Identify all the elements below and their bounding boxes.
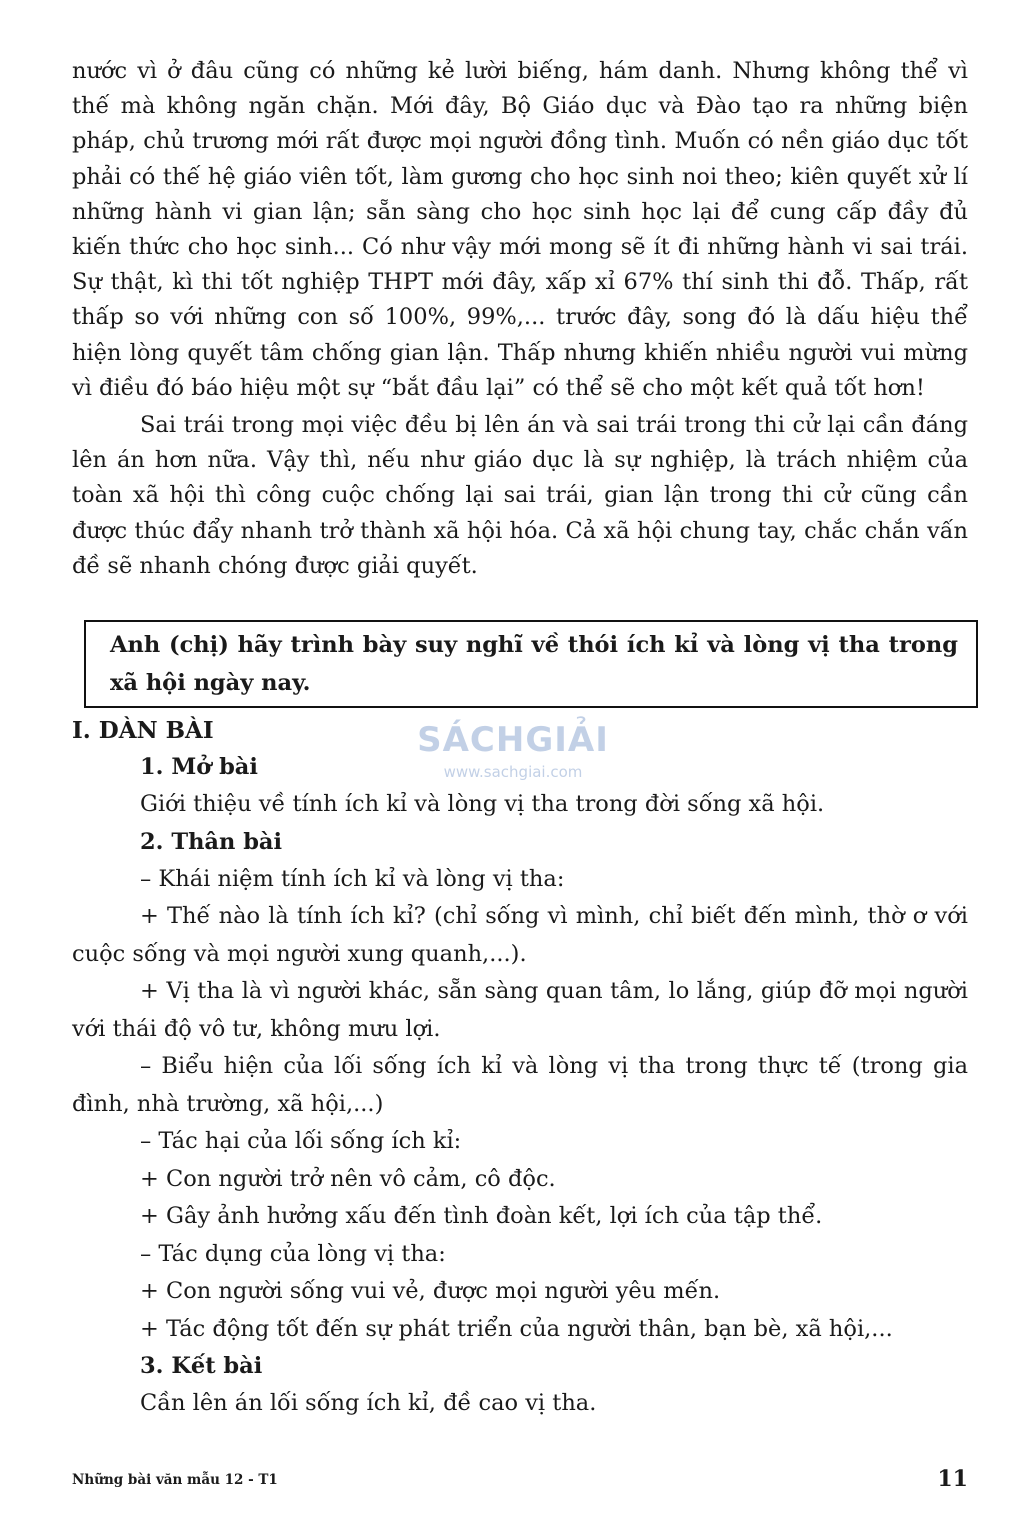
section-1-text: Giới thiệu về tính ích kỉ và lòng vị tha trong đời sống xã hội. bbox=[140, 791, 825, 818]
essay-prompt-box bbox=[84, 620, 978, 708]
outline-item: + Vị tha là vì người khác, sẵn sàng quan tâm, lo lắng, giúp đỡ mọi người với thái độ vô tư, không mưu lợi. bbox=[72, 978, 968, 1042]
book-title: Những bài văn mẫu 12 - T1 bbox=[72, 1472, 278, 1488]
outline-item: – Tác hại của lối sống ích kỉ: bbox=[140, 1128, 462, 1155]
outline-item: – Tác dụng của lòng vị tha: bbox=[140, 1240, 446, 1267]
body-paragraph-2: Sai trái trong mọi việc đều bị lên án và sai trái trong thi cử lại cần đáng lên án hơn nữa. Vậy thì, nếu như giáo dục là sự nghiệp, là trách nhiệm của toàn xã hội thì công cuộc chống lại sai trái, gian lận trong thi cử cũng cần được thúc đẩy nhanh trở thành xã hội hóa. Cả xã hội chung tay, chắc chắn vấn đề sẽ nhanh chóng được giải quyết. bbox=[72, 412, 968, 579]
outline-item: + Con người trở nên vô cảm, cô độc. bbox=[140, 1165, 556, 1192]
outline-item: – Biểu hiện của lối sống ích kỉ và lòng vị tha trong thực tế (trong gia đình, nhà trường, xã hội,...) bbox=[72, 1053, 968, 1117]
page-footer bbox=[72, 1466, 968, 1496]
watermark bbox=[408, 718, 618, 782]
outline-item: + Tác động tốt đến sự phát triển của người thân, bạn bè, xã hội,... bbox=[140, 1315, 893, 1342]
essay-prompt: Anh (chị) hãy trình bày suy nghĩ về thói ích kỉ và lòng vị tha trong xã hội ngày nay. bbox=[110, 632, 958, 697]
section-1-title: 1. Mở bài bbox=[140, 754, 258, 781]
section-3-title: 3. Kết bài bbox=[140, 1353, 263, 1380]
outline-heading: I. DÀN BÀI bbox=[72, 717, 214, 745]
outline-item: + Gây ảnh hưởng xấu đến tình đoàn kết, lợi ích của tập thể. bbox=[140, 1203, 823, 1230]
section-3-text: Cần lên án lối sống ích kỉ, đề cao vị tha. bbox=[140, 1390, 597, 1417]
watermark-url: www.sachgiai.com bbox=[443, 763, 583, 781]
outline-item: – Khái niệm tính ích kỉ và lòng vị tha: bbox=[140, 865, 565, 892]
watermark-logo: SÁCHGIẢI bbox=[417, 720, 609, 760]
body-paragraph-1: nước vì ở đâu cũng có những kẻ lười biếng, hám danh. Nhưng không thể vì thế mà không ngăn chặn. Mới đây, Bộ Giáo dục và Đào tạo ra những biện pháp, chủ trương mới rất được mọi người đồng tình. Muốn có nền giáo dục tốt phải có thế hệ giáo viên tốt, làm gương cho học sinh noi theo; kiên quyết xử lí những hành vi gian lận; sẵn sàng cho học sinh học lại để cung cấp đầy đủ kiến thức cho học sinh... Có như vậy mới mong sẽ ít đi những hành vi sai trái. Sự thật, kì thi tốt nghiệp THPT mới đây, xấp xỉ 67% thí sinh thi đỗ. Thấp, rất thấp so với những con số 100%, 99%,... trước đây, song đó là dấu hiệu thể hiện lòng quyết tâm chống gian lận. Thấp nhưng khiến nhiều người vui mừng vì điều đó báo hiệu một sự “bắt đầu lại” có thể sẽ cho một kết quả tốt hơn! bbox=[72, 58, 968, 401]
page-number: 11 bbox=[937, 1466, 968, 1492]
outline-item: + Con người sống vui vẻ, được mọi người yêu mến. bbox=[140, 1278, 721, 1305]
outline-item: + Thế nào là tính ích kỉ? (chỉ sống vì mình, chỉ biết đến mình, thờ ơ với cuộc sống và mọi người xung quanh,...). bbox=[72, 903, 968, 967]
section-2-title: 2. Thân bài bbox=[140, 828, 283, 855]
